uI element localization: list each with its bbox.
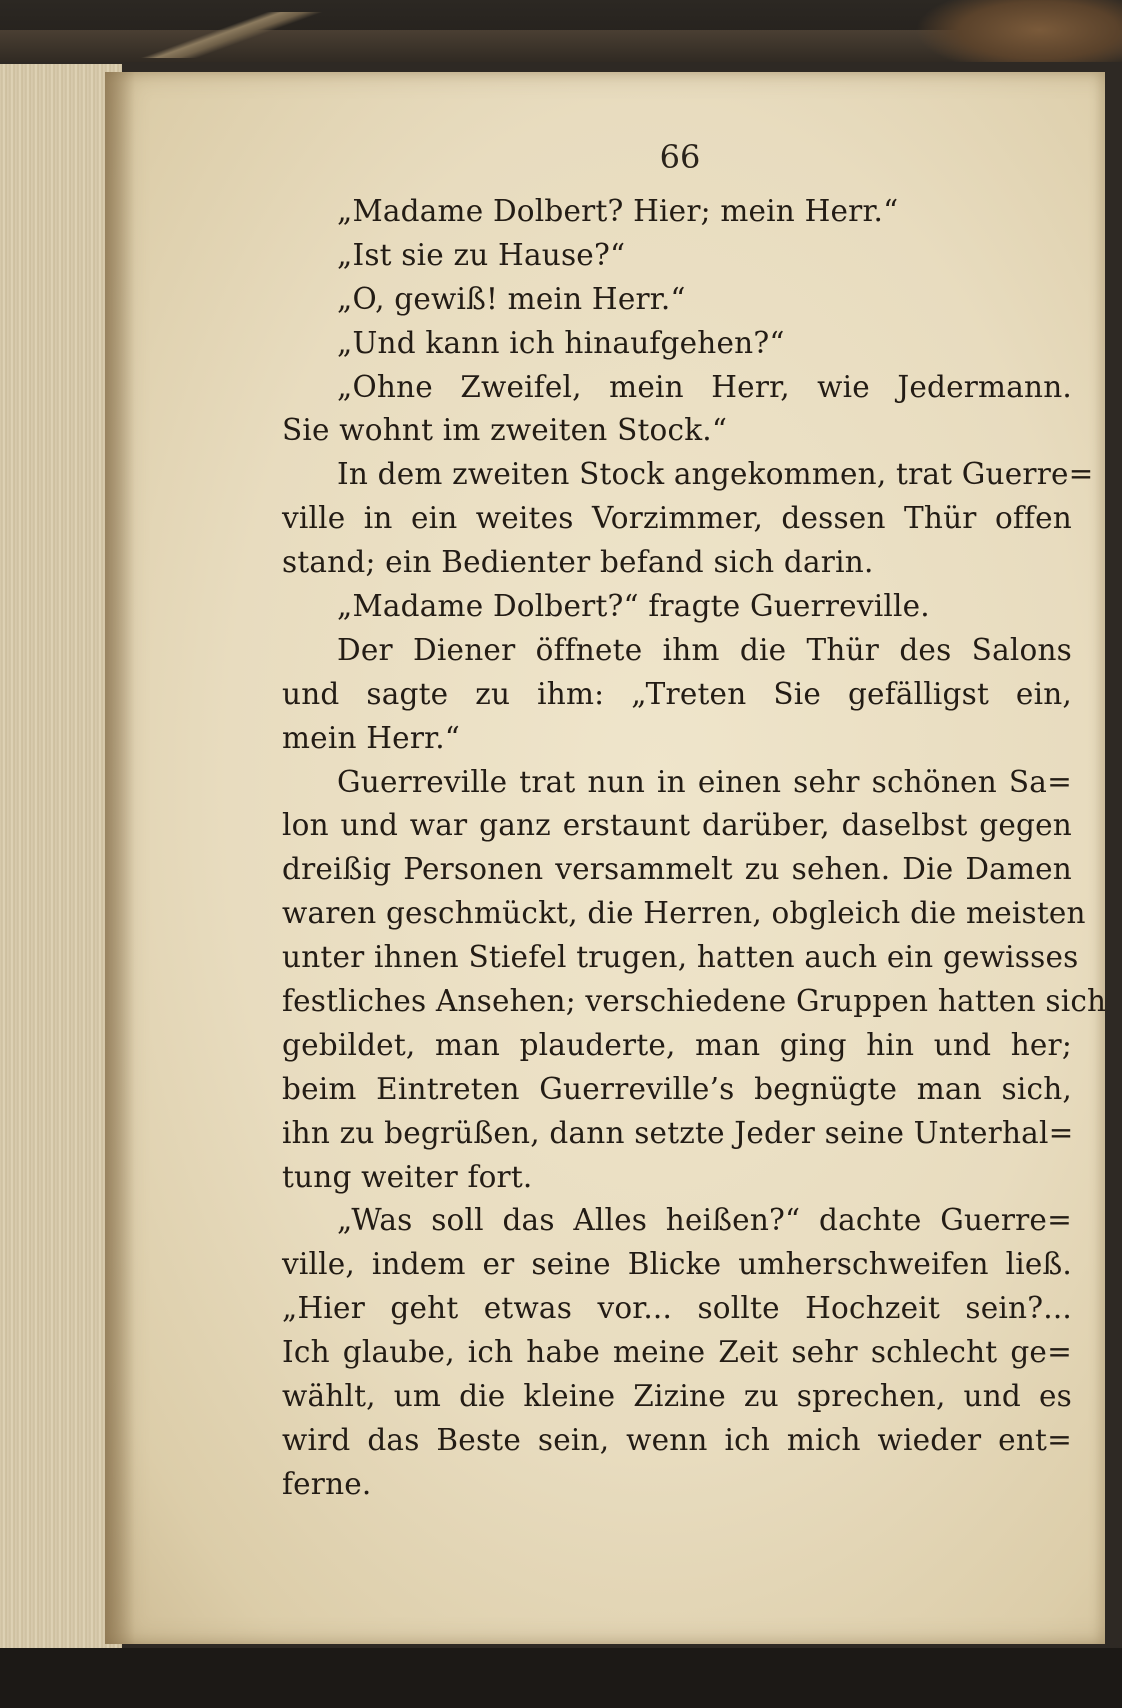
text-line: beim Eintreten Guerreville’s begnügte man sich, (282, 1071, 1072, 1106)
background-bottom (0, 1648, 1122, 1708)
body-text (282, 190, 1107, 1507)
binding-string (140, 12, 330, 58)
text-line: „Was soll das Alles heißen?“ dachte Guerre= (337, 1203, 1072, 1238)
text-line: waren geschmückt, die Herren, obgleich die meisten (282, 896, 1086, 931)
text-line: lon und war ganz erstaunt darüber, daselbst gegen (282, 808, 1072, 843)
text-line: Guerreville trat nun in einen sehr schönen Sa= (337, 764, 1072, 799)
page-edges (0, 64, 122, 1654)
text-line: festliches Ansehen; verschiedene Gruppen hatten sich (282, 984, 1107, 1019)
text-line: und sagte zu ihm: „Treten Sie gefälligst ein, (282, 676, 1072, 711)
text-line: Der Diener öffnete ihm die Thür des Salons (337, 632, 1072, 667)
text-line: „Madame Dolbert?“ fragte Guerreville. (337, 589, 930, 624)
text-line: Ich glaube, ich habe meine Zeit sehr schlecht ge= (282, 1335, 1072, 1370)
text-line: „Und kann ich hinaufgehen?“ (337, 325, 785, 360)
text-line: „Ohne Zweifel, mein Herr, wie Jedermann. (337, 369, 1072, 404)
text-line: In dem zweiten Stock angekommen, trat Guerre= (337, 457, 1094, 492)
text-line: unter ihnen Stiefel trugen, hatten auch ein gewisses (282, 940, 1079, 975)
text-line: Sie wohnt im zweiten Stock.“ (282, 413, 728, 448)
text-line: ville in ein weites Vorzimmer, dessen Thür offen (282, 501, 1072, 536)
text-line: ferne. (282, 1466, 372, 1501)
text-line: ville, indem er seine Blicke umherschweifen ließ. (282, 1247, 1072, 1282)
text-line: „Madame Dolbert? Hier; mein Herr.“ (337, 194, 899, 228)
text-line: „Hier geht etwas vor... sollte Hochzeit sein?... (282, 1291, 1072, 1326)
text-line: „O, gewiß! mein Herr.“ (337, 281, 686, 316)
text-line: stand; ein Bedienter befand sich darin. (282, 545, 874, 580)
text-line: tung weiter fort. (282, 1159, 533, 1194)
text-line: wird das Beste sein, wenn ich mich wieder ent= (282, 1422, 1072, 1457)
gutter-shadow (105, 72, 135, 1644)
page-number: 66 (659, 138, 701, 176)
text-line: gebildet, man plauderte, man ging hin und her; (282, 1027, 1072, 1062)
text-line: wählt, um die kleine Zizine zu sprechen, und es (282, 1379, 1072, 1414)
text-line: ihn zu begrüßen, dann setzte Jeder seine Unterhal= (282, 1115, 1074, 1150)
text-line: „Ist sie zu Hause?“ (337, 237, 626, 272)
text-line: mein Herr.“ (282, 720, 461, 755)
text-line: dreißig Personen versammelt zu sehen. Die Damen (282, 852, 1072, 887)
